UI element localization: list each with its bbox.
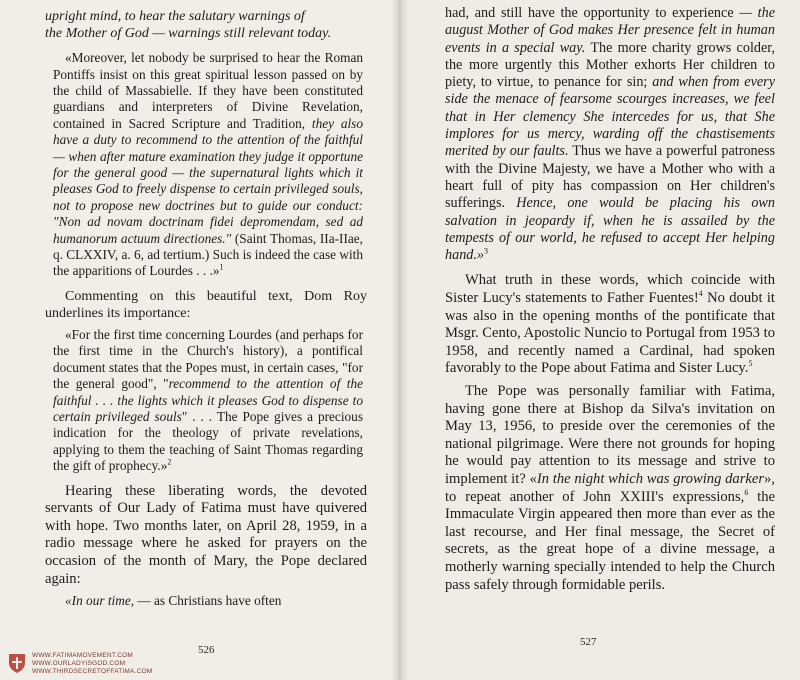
- paragraph-hearing: Hearing these liberating words, the devoted servants of Our Lady of Fatima must have quivered with hope. Two months later, on April 28, 1959, in a radio message where he asked for prayers on the occasion of the month of Mary, the Pope declared again:: [45, 482, 367, 587]
- quote-text: «Moreover, let nobody be surprised to hear the Roman Pontiffs insist on this great spiritual lesson passed on by the child of Massabielle. If they have been constituted guardians and interpreters of Divine Revelation, contained in Sacred Scripture and Tradition,: [53, 50, 363, 131]
- quote-radio-message-cont: [445, 5, 775, 264]
- book-gutter: [392, 0, 408, 680]
- footnote-ref: 3: [484, 246, 489, 256]
- quote-text: Thus we have a powerful patroness with the Divine Majesty, we have a Mother who with a heart full of pity has compassion on Her children's sufferings.: [445, 143, 775, 212]
- left-page-text: [45, 8, 367, 610]
- quote-dom-roy: [45, 327, 367, 475]
- page-number-right: 527: [580, 636, 597, 648]
- page-number-left: 526: [198, 644, 215, 656]
- footnote-ref: 6: [744, 487, 749, 497]
- quote-italic: «In our time,: [65, 593, 135, 609]
- watermark-url: WWW.FATIMAMOVEMENT.COM: [32, 652, 134, 659]
- paragraph-text: The Pope was personally familiar with Fatima, having gone there at Bishop da Silva's invitation on May 13, 1956, to preside over the ceremonies of the national pilgrimage. Were there not grounds for hoping he would pay attention to its message and strive to implement it? «: [445, 383, 775, 487]
- opening-line-2: the Mother of God — warnings still relevant today.: [45, 26, 332, 42]
- quote-pius-lourdes: [45, 50, 367, 280]
- footnote-ref: 1: [219, 262, 224, 272]
- quote-italic: — the august Mother of God makes Her presence felt in human events in a special way.: [445, 5, 776, 56]
- watermark-url: WWW.OURLADYISGOD.COM: [32, 660, 126, 667]
- red-cross-shield-icon: [6, 652, 28, 674]
- paragraph-what-truth: [445, 272, 775, 378]
- quote-text: «For the first time concerning Lourdes (and perhaps for the first time in the Church's history), a pontifical document states that the Popes must, in certain cases, "for the general good", ": [53, 326, 363, 392]
- paragraph-text: What truth in these words, which coincide with Sister Lucy's statements to Father Fuentes!: [445, 272, 775, 307]
- quote-text: (Saint Thomas, IIa-IIae, q. CLXXIV, a. 6, ad tertium.) Such is indeed the case with the apparitions of Lourdes . . .»: [53, 230, 364, 279]
- footnote-ref: 4: [698, 289, 703, 299]
- quote-italic: and when from every side the menace of fearsome scourges increases, we feel that in Her clemency She intercedes for us, that She implores for us mercy, warding off the chastisements merited by our faults.: [445, 74, 776, 160]
- quote-text: had, and still have the opportunity to experience: [445, 5, 740, 21]
- paragraph-text: », to repeat another of John XXIII's expressions,: [445, 470, 775, 505]
- footnote-ref: 5: [748, 359, 753, 369]
- quote-text: " . . . The Pope gives a precious indication for the theology of private revelations, applying to them the teaching of Saint Thomas regarding the gift of prophecy.»: [53, 408, 363, 474]
- paragraph-pope-familiar: [445, 383, 775, 594]
- paragraph-italic: In the night which was growing darker: [536, 470, 765, 487]
- quote-italic: recommend to the attention of the faithful . . . the lights which it pleases God to dispense to certain privileged souls: [53, 376, 363, 424]
- quote-text: The more charity grows colder, the more urgently this Mother exhorts Her children to piety, to virtue, to penance for sin;: [445, 39, 775, 91]
- footnote-ref: 2: [167, 457, 172, 467]
- right-page: [400, 0, 800, 680]
- paragraph-text: the Immaculate Virgin appeared then more than ever as the last recourse, and Her final message, the Secret of secrets, as the great hope of a divine message, a motherly warning specially intended to help the Church pass safely through formidable perils.: [445, 488, 775, 593]
- opening-line-1: upright mind, to hear the salutary warnings of: [45, 9, 305, 24]
- watermark-url: WWW.THIRDSECRETOFFATIMA.COM: [32, 668, 153, 675]
- paragraph-text: No doubt it was also in the opening months of the pontificate that Msgr. Cento, Apostolic Nuncio to Portugal from 1953 to 1958, and recently named a Cardinal, had spoken favorably to the Pope about Fatima and Sister Lucy.: [445, 290, 775, 377]
- quote-italic: Hence, one would be placing his own salvation in jeopardy if, when he is assailed by the tempests of our world, he refused to accept Her helping hand.»: [445, 195, 775, 264]
- quote-text: — as Christians have often: [134, 593, 282, 609]
- paragraph-dom-roy: Commenting on this beautiful text, Dom Roy underlines its importance:: [45, 288, 367, 321]
- quote-radio-message-start: [45, 593, 367, 609]
- right-page-text: [445, 5, 775, 594]
- watermark-urls: [32, 652, 152, 676]
- quote-italic: they also have a duty to recommend to the attention of the faithful — when after mature examination they judge it opportune for the general good — the supernatural lights which it pleases God to freely dispense to certain privileged souls, not to propose new doctrines but to guide our conduct: "Non ad novam doctrinam fidei depromendam, sed ad humanorum actuum directiones.": [53, 115, 363, 246]
